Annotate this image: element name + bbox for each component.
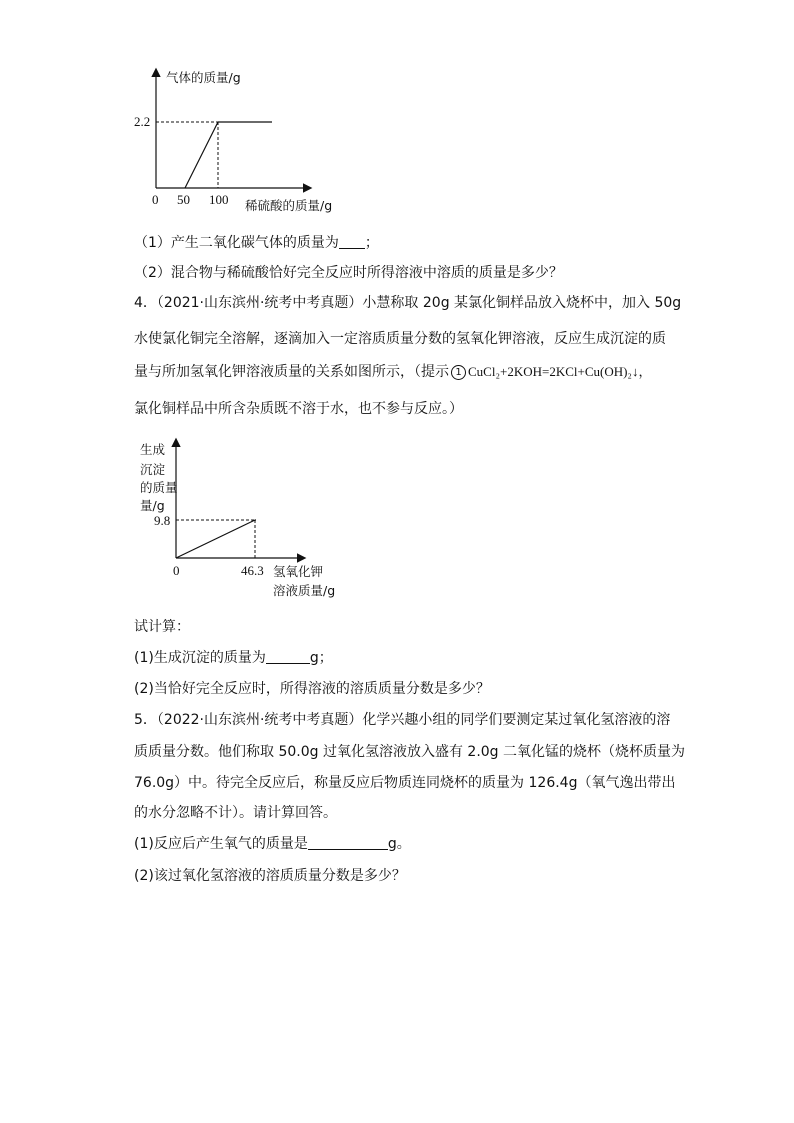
- q5-part2: (2)该过氧化氢溶液的溶质质量分数是多少？: [134, 868, 406, 884]
- x-axis-label-2: 溶液质量/g: [273, 583, 336, 598]
- x-axis-label: 稀硫酸的质量/g: [245, 198, 333, 213]
- y-axis-label-4: 量/g: [140, 498, 165, 513]
- x-tick-46-3: 46.3: [241, 563, 264, 578]
- q5-text-line4: 的水分忽略不计）。请计算回答。: [134, 805, 337, 821]
- answer-blank: [266, 649, 310, 664]
- y-axis-label: 气体的质量/g: [166, 70, 241, 85]
- q4-try-heading: 试计算：: [134, 619, 190, 635]
- q3-part1: （1）产生二氧化碳气体的质量为 ；: [134, 235, 379, 251]
- answer-blank: [308, 835, 388, 850]
- q4-part2: (2)当恰好完全反应时，所得溶液的溶质质量分数是多少？: [134, 681, 490, 697]
- answer-blank: [339, 234, 365, 249]
- rising-line: [185, 122, 218, 188]
- x-tick-0: 0: [152, 192, 159, 207]
- y-tick-9-8: 9.8: [154, 513, 171, 528]
- q5-text-line1: 5．（2022·山东滨州·统考中考真题）化学兴趣小组的同学们要测定某过氧化氢溶液的溶: [134, 712, 671, 728]
- q5-text-line2: 质质量分数。他们称取 50.0g 过氧化氢溶液放入盛有 2.0g 二氧化锰的烧杯（烧杯质量为: [134, 744, 686, 760]
- q3-part2: （2）混合物与稀硫酸恰好完全反应时所得溶液中溶质的质量是多少？: [134, 265, 563, 281]
- q5-text-line3: 76.0g）中。待完全反应后，称量反应后物质连同烧杯的质量为 126.4g（氧气逸出带出: [134, 775, 676, 791]
- gas-mass-chart: [130, 62, 360, 217]
- circled-number: 1: [451, 365, 466, 380]
- q4-part1: (1)生成沉淀的质量为 g；: [134, 650, 333, 666]
- q4-text-line4: 氯化铜样品中所含杂质既不溶于水，也不参与反应。）: [134, 401, 463, 417]
- q4-text-line2: 水使氯化铜完全溶解，逐滴加入一定溶质质量分数的氢氧化钾溶液，反应生成沉淀的质: [134, 331, 666, 347]
- y-axis-label-2: 沉淀: [140, 462, 166, 477]
- precipitate-mass-chart: [134, 432, 364, 604]
- q4-text-line1: 4．（2021·山东滨州·统考中考真题）小慧称取 20g 某氯化铜样品放入烧杯中，加入 50g: [134, 295, 682, 311]
- x-axis-label-1: 氢氧化钾: [273, 564, 324, 579]
- y-tick-2-2: 2.2: [134, 114, 151, 129]
- y-axis-label-1: 生成: [140, 442, 166, 457]
- y-axis-label-3: 的质量: [140, 480, 178, 495]
- q5-part1: (1)反应后产生氧气的质量是 g。: [134, 836, 411, 852]
- x-tick-100: 100: [209, 192, 229, 207]
- x-tick-0: 0: [173, 563, 180, 578]
- reaction-formula: CuCl₂+2KOH=2KCl+Cu(OH)₂↓，: [468, 364, 652, 379]
- q4-text-line3: 量与所加氢氧化钾溶液质量的关系如图所示，（提示 1 CuCl₂+2KOH=2KCl+Cu(OH)₂↓，: [134, 364, 652, 380]
- x-tick-50: 50: [177, 192, 190, 207]
- rising-line: [176, 520, 255, 558]
